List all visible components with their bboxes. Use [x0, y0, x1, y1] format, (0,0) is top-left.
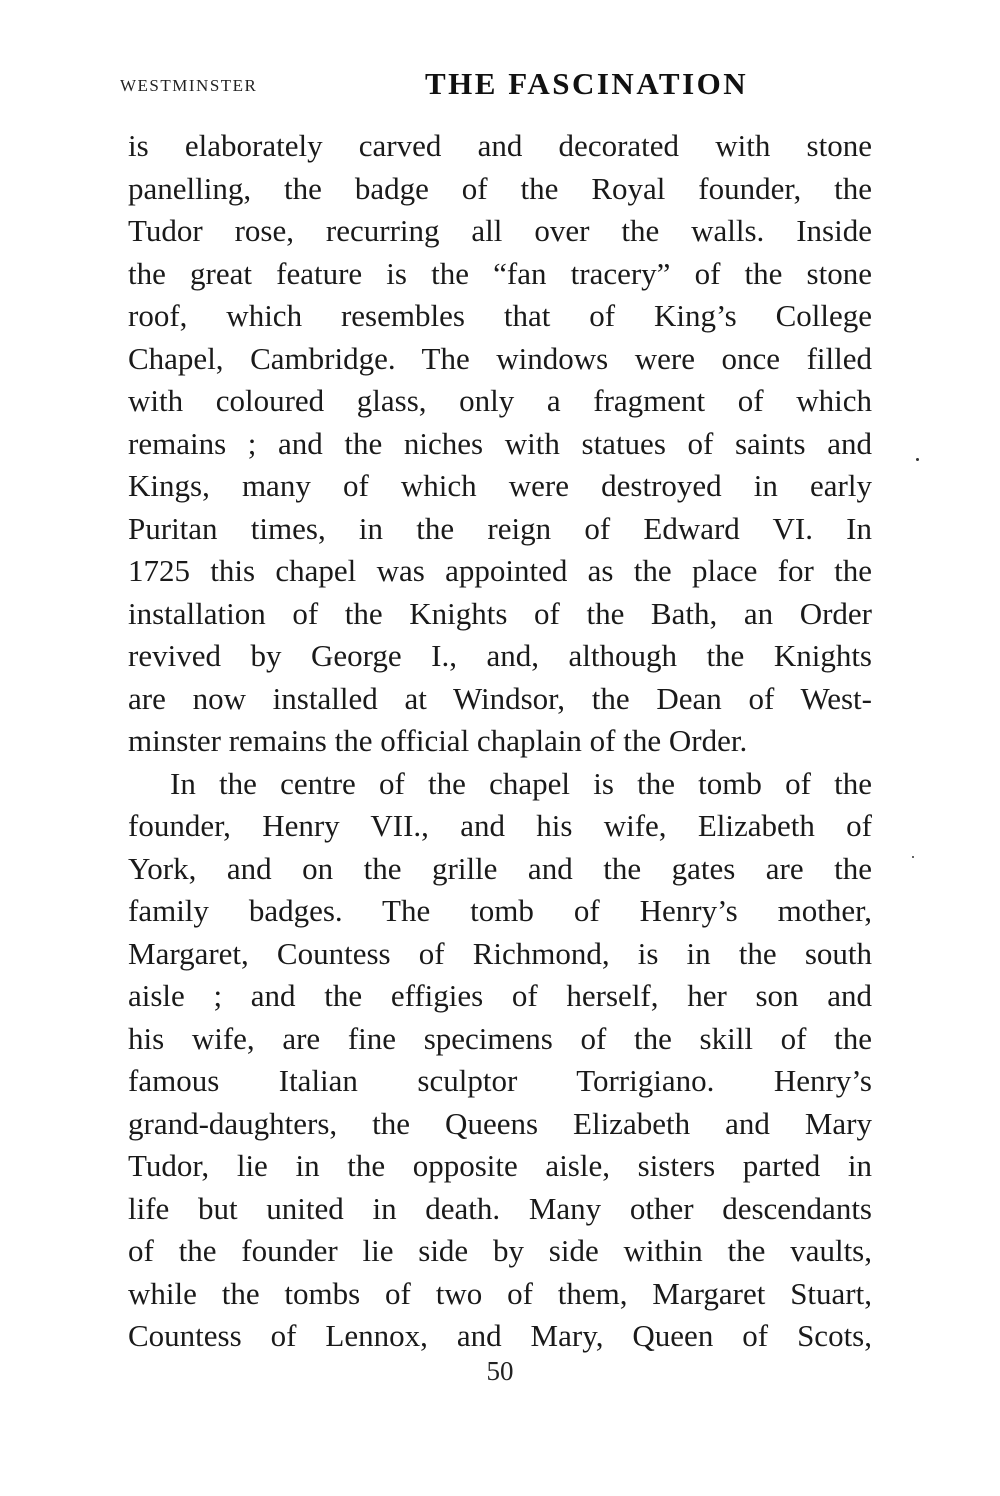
text-line: revived by George I., and, although the Knights	[128, 638, 872, 673]
text-line: installation of the Knights of the Bath, an Order	[128, 595, 872, 631]
text-line: are now installed at Windsor, the Dean of West-	[128, 680, 872, 716]
body-text	[128, 125, 872, 1358]
text-line: Puritan times, in the reign of Edward VI. In	[128, 510, 872, 546]
text-line: famous Italian sculptor Torrigiano. Henry’s	[128, 1063, 872, 1098]
text-line: Kings, many of which were destroyed in early	[128, 468, 872, 503]
text-line: grand-daughters, the Queens Elizabeth and Mary	[128, 1105, 872, 1141]
text-line: aisle ; and the effigies of herself, her son and	[128, 978, 872, 1013]
text-line: the great feature is the “fan tracery” of the stone	[128, 255, 872, 291]
print-speck	[916, 458, 919, 461]
text-line: Margaret, Countess of Richmond, is in the south	[128, 935, 872, 971]
text-line: family badges. The tomb of Henry’s mother,	[128, 893, 872, 928]
text-line: panelling, the badge of the Royal founder, the	[128, 170, 872, 206]
text-line: York, and on the grille and the gates are the	[128, 850, 872, 886]
text-line: is elaborately carved and decorated with stone	[128, 128, 872, 163]
text-line: his wife, are fine specimens of the skill of the	[128, 1020, 872, 1056]
text-line: life but united in death. Many other descendants	[128, 1190, 872, 1226]
text-line: of the founder lie side by side within the vaults,	[128, 1233, 872, 1268]
text-line: remains ; and the niches with statues of saints and	[128, 425, 872, 461]
print-speck	[912, 856, 914, 858]
text-line: Tudor rose, recurring all over the walls. Inside	[128, 213, 872, 248]
text-line: Chapel, Cambridge. The windows were once filled	[128, 340, 872, 376]
text-line: minster remains the official chaplain of the Order.	[128, 723, 748, 758]
section-label: WESTMINSTER	[120, 76, 258, 95]
running-head	[120, 66, 880, 106]
text-line: 1725 this chapel was appointed as the place for the	[128, 553, 872, 588]
page-number: 50	[486, 1356, 514, 1386]
text-line: while the tombs of two of them, Margaret Stuart,	[128, 1275, 872, 1311]
text-line: Countess of Lennox, and Mary, Queen of Scots,	[128, 1318, 872, 1353]
text-line: with coloured glass, only a fragment of which	[128, 383, 872, 418]
text-line: Tudor, lie in the opposite aisle, sisters parted in	[128, 1148, 872, 1183]
text-line: founder, Henry VII., and his wife, Elizabeth of	[128, 808, 872, 843]
paragraph-start-line: In the centre of the chapel is the tomb of the	[170, 765, 872, 801]
page-title: THE FASCINATION	[425, 66, 749, 101]
text-line: roof, which resembles that of King’s College	[128, 298, 872, 333]
